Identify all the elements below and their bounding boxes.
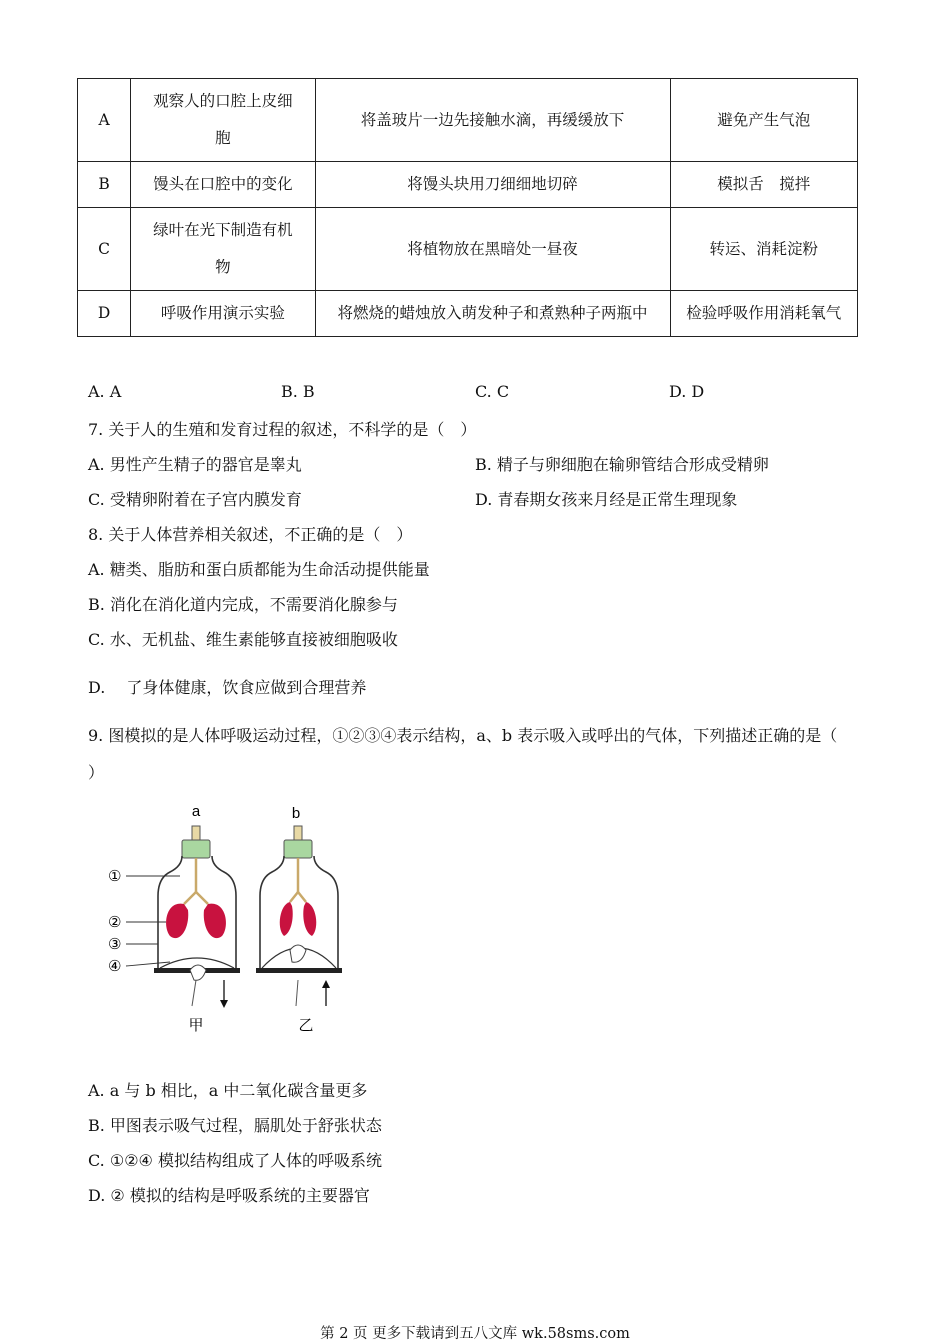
q9-stem-cont: ） <box>88 763 105 782</box>
marker-3: ③ <box>108 935 122 953</box>
table-row <box>78 291 858 337</box>
q7-option-d: D. 青春期女孩来月经是正常生理现象 <box>475 490 738 509</box>
operation-cell: 将燃烧的蜡烛放入萌发种子和煮熟种子两瓶中 <box>315 291 670 337</box>
experiment-table <box>77 78 858 337</box>
q6-option-a: A. A <box>88 382 122 401</box>
q8-option-a: A. 糖类、脂肪和蛋白质都能为生命活动提供能量 <box>88 560 430 579</box>
page-footer: 第 2 页 更多下载请到五八文库 wk.58sms.com <box>320 1326 630 1342</box>
marker-1: ① <box>108 867 122 885</box>
q6-option-c: C. C <box>475 382 510 401</box>
operation-cell: 将植物放在黑暗处一昼夜 <box>315 208 670 291</box>
right-lung <box>303 902 316 936</box>
purpose-cell: 避免产生气泡 <box>670 79 858 162</box>
bell-jar-right <box>256 826 342 1034</box>
table-row <box>78 162 858 208</box>
q9-option-a: A. a 与 b 相比，a 中二氧化碳含量更多 <box>88 1081 368 1100</box>
q9-option-c: C. ①②④ 模拟结构组成了人体的呼吸系统 <box>88 1151 382 1170</box>
caption-yi: 乙 <box>298 1017 314 1034</box>
marker-4: ④ <box>108 957 122 975</box>
q8-option-d: D. 了身体健康，饮食应做到合理营养 <box>88 678 367 697</box>
gas-b-label: b <box>291 805 301 822</box>
caption-jia: 甲 <box>188 1017 204 1034</box>
purpose-cell: 检验呼吸作用消耗氧气 <box>670 291 858 337</box>
table-row <box>78 208 858 291</box>
right-lung <box>204 904 226 939</box>
left-lung <box>166 904 188 939</box>
row-label: D <box>78 291 131 337</box>
experiment-line: 胞 <box>215 129 231 147</box>
q8-option-c: C. 水、无机盐、维生素能够直接被细胞吸收 <box>88 630 398 649</box>
q6-option-d: D. D <box>669 382 705 401</box>
marker-2: ② <box>108 913 122 931</box>
experiment-line: 绿叶在光下制造有机 <box>153 221 293 239</box>
purpose-cell: 转运、消耗淀粉 <box>670 208 858 291</box>
experiment-line: 观察人的口腔上皮细 <box>153 92 293 110</box>
q6-option-b: B. B <box>281 382 315 401</box>
experiment-cell <box>131 208 315 291</box>
q7-option-c: C. 受精卵附着在子宫内膜发育 <box>88 490 302 509</box>
q8-stem: 8. 关于人体营养相关叙述，不正确的是（ ） <box>88 525 413 544</box>
experiment-line: 物 <box>215 258 231 276</box>
breathing-model-figure <box>100 800 360 1040</box>
row-label: A <box>78 79 131 162</box>
q7-option-a: A. 男性产生精子的器官是睾丸 <box>88 455 302 474</box>
row-label: C <box>78 208 131 291</box>
q7-stem: 7. 关于人的生殖和发育过程的叙述，不科学的是（ ） <box>88 420 477 439</box>
row-label: B <box>78 162 131 208</box>
experiment-cell: 呼吸作用演示实验 <box>131 291 315 337</box>
table-row <box>78 79 858 162</box>
bell-jar-left <box>154 826 240 1034</box>
q9-option-b: B. 甲图表示吸气过程，膈肌处于舒张状态 <box>88 1116 382 1135</box>
experiment-cell <box>131 79 315 162</box>
q9-option-d: D. ② 模拟的结构是呼吸系统的主要器官 <box>88 1186 370 1205</box>
experiment-cell: 馒头在口腔中的变化 <box>131 162 315 208</box>
operation-cell: 将馒头块用刀细细地切碎 <box>315 162 670 208</box>
q8-option-b: B. 消化在消化道内完成，不需要消化腺参与 <box>88 595 398 614</box>
q9-stem: 9. 图模拟的是人体呼吸运动过程，①②③④表示结构，a、b 表示吸入或呼出的气体，下列描述正确的是（ <box>88 726 838 745</box>
purpose-cell: 模拟舌 搅拌 <box>670 162 858 208</box>
left-lung <box>280 902 293 936</box>
q7-option-b: B. 精子与卵细胞在输卵管结合形成受精卵 <box>475 455 769 474</box>
gas-a-label: a <box>191 803 201 820</box>
operation-cell: 将盖玻片一边先接触水滴，再缓缓放下 <box>315 79 670 162</box>
